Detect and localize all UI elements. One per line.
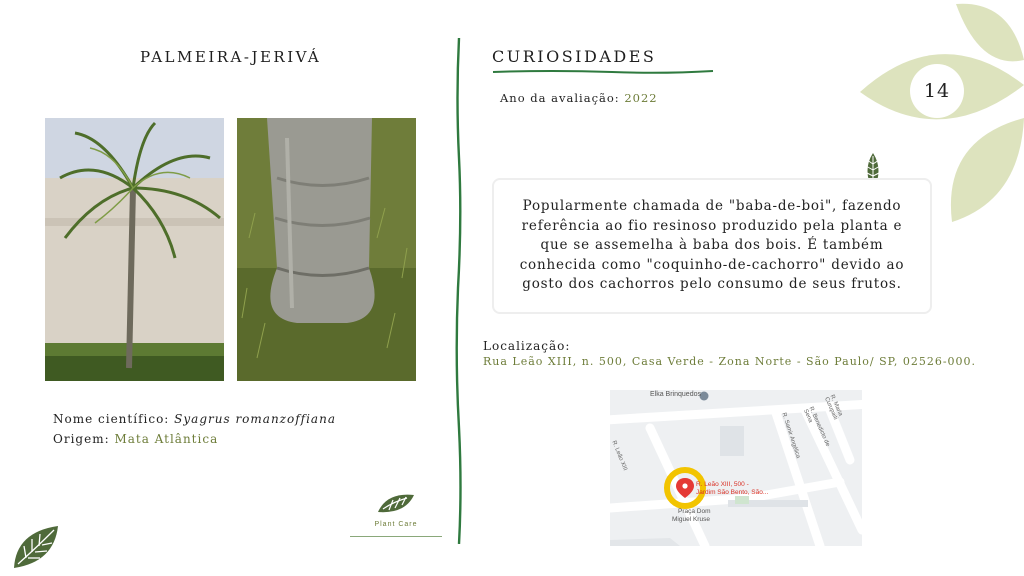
scientific-name-label: Nome científico: — [53, 412, 170, 426]
map-street-label: R. Samir Angélica — [780, 412, 801, 460]
map-street-label: R. Benedicto de Sena — [802, 406, 831, 448]
leaf-icon — [10, 522, 62, 572]
evaluation-year-label: Ano da avaliação: — [500, 91, 620, 105]
origin-label: Origem: — [53, 432, 110, 446]
title-underline — [492, 68, 714, 76]
vertical-divider — [452, 38, 466, 544]
location-map[interactable] — [610, 390, 862, 546]
page-number-badge — [910, 64, 964, 118]
section-title: CURIOSIDADES — [492, 47, 657, 66]
logo-text: Plant Care — [374, 521, 418, 528]
scientific-name-value: Syagrus romanzoffiana — [174, 412, 336, 426]
evaluation-year-value: 2022 — [624, 91, 658, 105]
page-number: 14 — [923, 80, 951, 102]
map-pin-label: Jardim São Bento, São... — [696, 489, 769, 496]
map-poi-bottom: Praça Dom — [678, 508, 711, 515]
origin-row — [53, 432, 218, 446]
description-text: Popularmente chamada de "baba-de-boi", fazendo referência ao fio resinoso produzido pela planta e que se assemelha à baba dos bois. É também conhecida como "coquinho-de-cachorro" devido ao gosto dos cachorros pelo consumo de seus frutos. — [519, 198, 905, 293]
logo-underline — [350, 536, 442, 537]
map-poi-bottom: Miguel Kruse — [672, 516, 710, 523]
origin-value: Mata Atlântica — [114, 432, 219, 446]
map-street-label: R. Maria Curupaiti — [823, 394, 844, 421]
location-label: Localização: — [483, 339, 571, 353]
evaluation-year-row — [500, 91, 658, 105]
plant-title: PALMEIRA-JERIVÁ — [140, 48, 322, 66]
logo-leaf-icon — [375, 492, 417, 516]
description-card — [492, 178, 932, 314]
map-street-label: R. Leão XIII — [610, 440, 628, 472]
scientific-name-row — [53, 412, 336, 426]
map-poi-top: Elka Brinquedos — [650, 391, 701, 398]
plant-care-logo — [350, 492, 442, 542]
map-pin-label: R. Leão XIII, 500 - — [696, 481, 749, 488]
trunk-photo — [237, 118, 416, 381]
palm-tree-photo — [45, 118, 224, 381]
location-address: Rua Leão XIII, n. 500, Casa Verde - Zona Norte - São Paulo/ SP, 02526-000. — [483, 355, 977, 368]
